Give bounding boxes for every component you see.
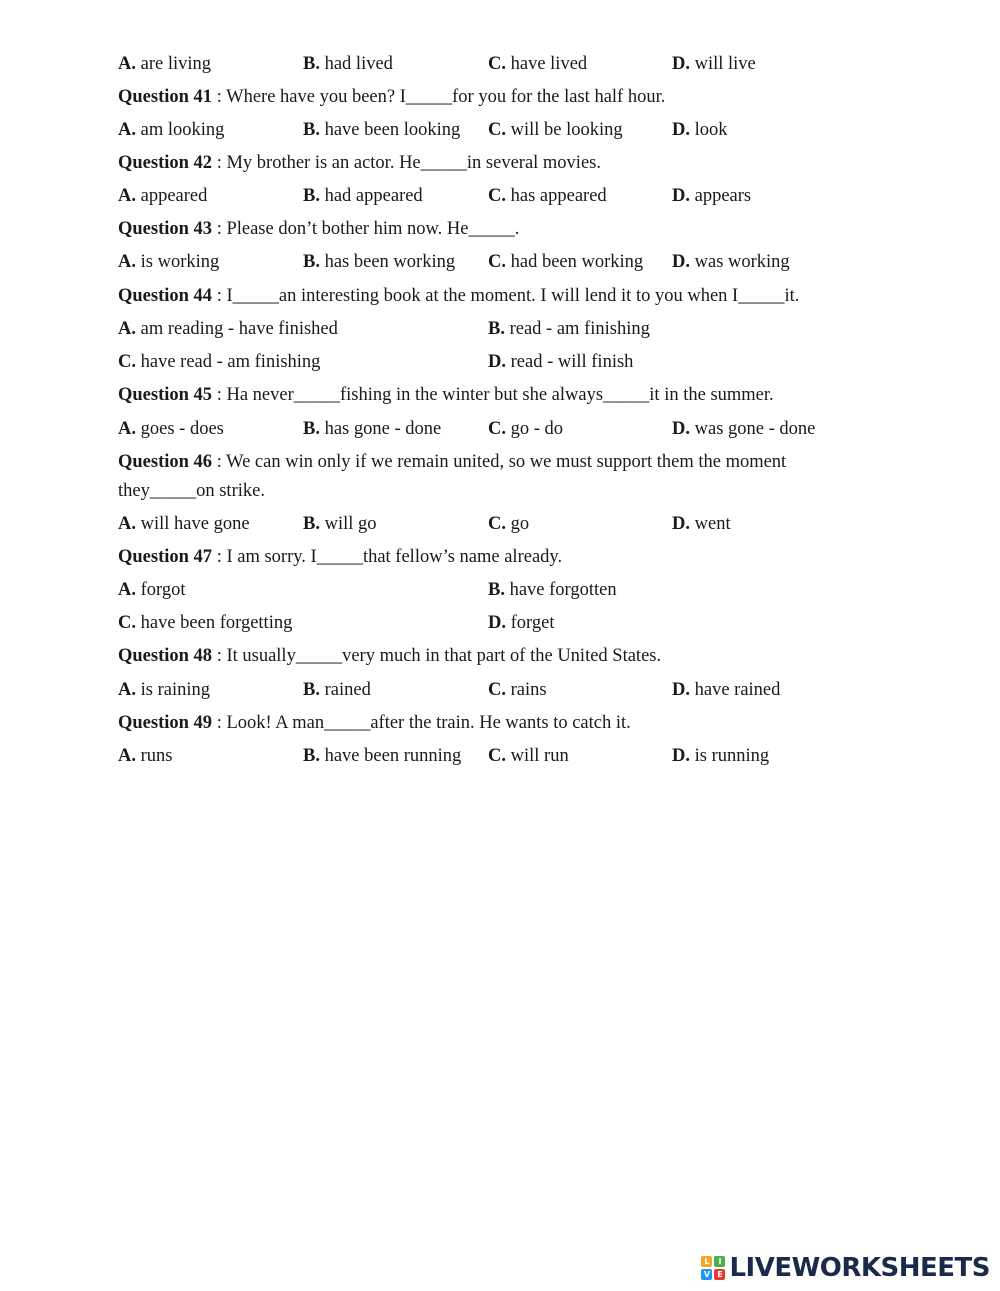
option-a[interactable]: A. goes - does bbox=[118, 419, 224, 439]
logo-block: I bbox=[714, 1256, 725, 1267]
option-b[interactable]: B. have forgotten bbox=[488, 580, 617, 600]
option-c[interactable]: C. go - do bbox=[488, 419, 564, 439]
logo-block: L bbox=[701, 1256, 712, 1267]
liveworksheets-logo bbox=[701, 1253, 990, 1283]
option-b[interactable]: B. have been looking bbox=[303, 120, 461, 140]
option-c[interactable]: C. have read - am finishing bbox=[118, 352, 321, 372]
option-c[interactable]: C. go bbox=[488, 514, 530, 534]
question-42: Question 42 : My brother is an actor. He_____in several movies. bbox=[118, 153, 601, 173]
option-c[interactable]: C. rains bbox=[488, 680, 547, 700]
option-b[interactable]: B. had appeared bbox=[303, 186, 423, 206]
option-a[interactable]: A. forgot bbox=[118, 580, 186, 600]
option-c[interactable]: C. has appeared bbox=[488, 186, 607, 206]
option-a[interactable]: A. is raining bbox=[118, 680, 210, 700]
logo-block: E bbox=[714, 1269, 725, 1280]
option-c[interactable]: C. will be looking bbox=[488, 120, 623, 140]
question-41: Question 41 : Where have you been? I_____for you for the last half hour. bbox=[118, 87, 666, 107]
option-d[interactable]: D. appears bbox=[672, 186, 752, 206]
question-45: Question 45 : Ha never_____fishing in the winter but she always_____it in the summer. bbox=[118, 385, 774, 405]
logo-text: LIVEWORKSHEETS bbox=[729, 1253, 990, 1283]
option-a[interactable]: A. am looking bbox=[118, 120, 225, 140]
option-a[interactable]: A. runs bbox=[118, 746, 173, 766]
option-b[interactable]: B. have been running bbox=[303, 746, 462, 766]
option-c[interactable]: C. will run bbox=[488, 746, 569, 766]
option-d[interactable]: D. went bbox=[672, 514, 731, 534]
question-46: Question 46 : We can win only if we remain united, so we must support them the moment bbox=[118, 452, 787, 472]
option-a[interactable]: A. appeared bbox=[118, 186, 208, 206]
option-d[interactable]: D. was gone - done bbox=[672, 419, 816, 439]
option-d[interactable]: D. have rained bbox=[672, 680, 781, 700]
option-d[interactable]: D. is running bbox=[672, 746, 770, 766]
option-c[interactable]: C. have lived bbox=[488, 54, 588, 74]
option-c[interactable]: C. have been forgetting bbox=[118, 613, 293, 633]
option-d[interactable]: D. read - will finish bbox=[488, 352, 634, 372]
option-a[interactable]: A. is working bbox=[118, 252, 220, 272]
option-a[interactable]: A. are living bbox=[118, 54, 212, 74]
logo-block: V bbox=[701, 1269, 712, 1280]
option-a[interactable]: A. will have gone bbox=[118, 514, 250, 534]
logo-blocks-icon bbox=[701, 1256, 725, 1280]
option-b[interactable]: B. had lived bbox=[303, 54, 393, 74]
question-43: Question 43 : Please don’t bother him now. He_____. bbox=[118, 219, 520, 239]
question-48: Question 48 : It usually_____very much in that part of the United States. bbox=[118, 646, 662, 666]
option-d[interactable]: D. will live bbox=[672, 54, 756, 74]
option-d[interactable]: D. forget bbox=[488, 613, 555, 633]
option-d[interactable]: D. look bbox=[672, 120, 728, 140]
option-b[interactable]: B. has gone - done bbox=[303, 419, 442, 439]
option-a[interactable]: A. am reading - have finished bbox=[118, 319, 338, 339]
option-b[interactable]: B. rained bbox=[303, 680, 371, 700]
question-49: Question 49 : Look! A man_____after the train. He wants to catch it. bbox=[118, 713, 631, 733]
option-d[interactable]: D. was working bbox=[672, 252, 790, 272]
question-46-continued: they_____on strike. bbox=[118, 481, 265, 501]
question-44: Question 44 : I_____an interesting book at the moment. I will lend it to you when I_____it. bbox=[118, 286, 800, 306]
option-c[interactable]: C. had been working bbox=[488, 252, 644, 272]
option-b[interactable]: B. will go bbox=[303, 514, 377, 534]
question-47: Question 47 : I am sorry. I_____that fellow’s name already. bbox=[118, 547, 563, 567]
option-b[interactable]: B. has been working bbox=[303, 252, 456, 272]
option-b[interactable]: B. read - am finishing bbox=[488, 319, 650, 339]
